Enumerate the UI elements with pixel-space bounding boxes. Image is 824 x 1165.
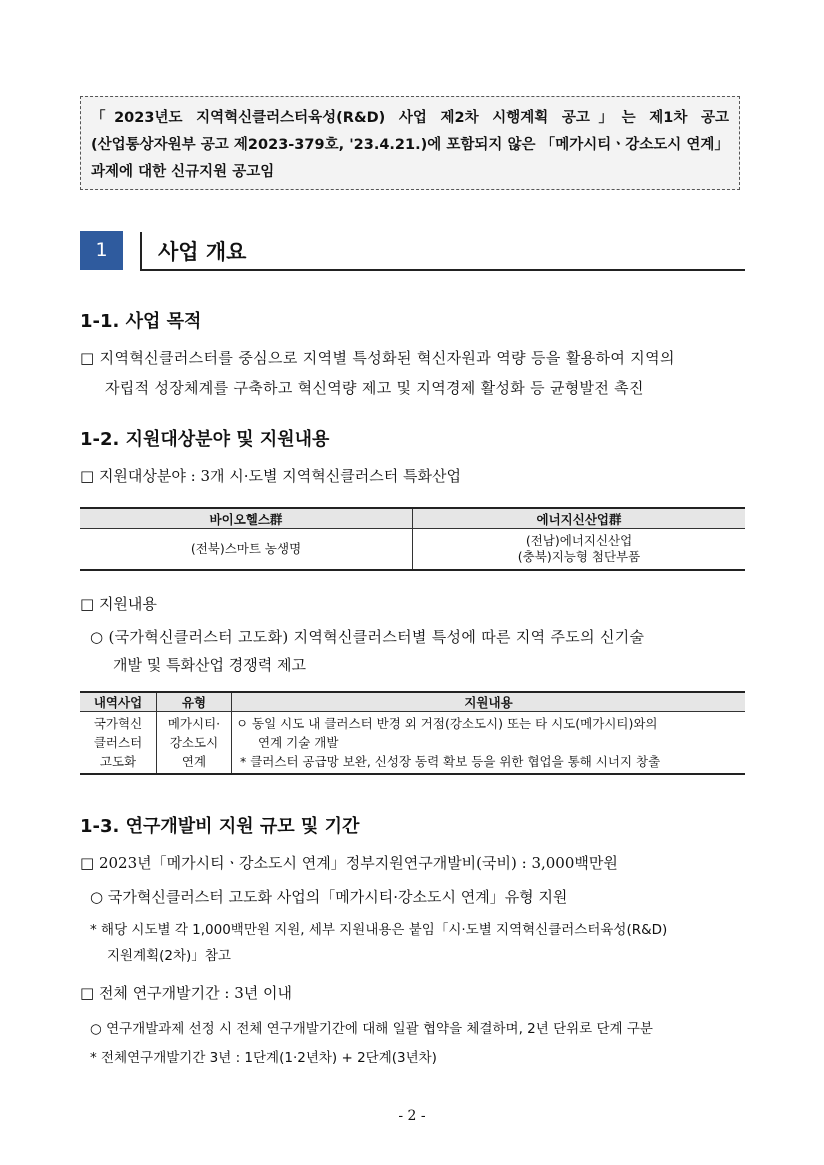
notice-line-1: 「2023년도 지역혁신클러스터육성(R&D) 사업 제2차 시행계획 공고」는 제1차 공고	[91, 110, 729, 126]
period-note: * 전체연구개발기간 3년 : 1단계(1·2년차) + 2단계(3년차)	[90, 1050, 437, 1066]
page-number: - 2 -	[398, 1108, 426, 1124]
table1-header-energy: 에너지신산업群	[413, 508, 746, 529]
support-content-heading: □ 지원내용	[80, 595, 157, 613]
budget-paragraph: □ 2023년「메가시티ㆍ강소도시 연계」정부지원연구개발비(국비) : 3,000백만원	[80, 854, 618, 872]
table2-content-line3: * 클러스터 공급망 보완, 신성장 동력 확보 등을 위한 협업을 통해 시너지 창출	[240, 754, 661, 769]
table2-cell-content	[232, 712, 746, 775]
support-content-paragraph: ○ (국가혁신클러스터 고도화) 지역혁신클러스터별 특성에 따른 지역 주도의 신기술	[90, 628, 645, 646]
table2-header-program: 내역사업	[80, 692, 157, 712]
notice-line-3: 과제에 대한 신규지원 공고임	[91, 164, 275, 180]
target-field-table	[80, 507, 745, 571]
table2-type-line1: 메가시티·	[167, 716, 221, 731]
budget-note: * 해당 시도별 각 1,000백만원 지원, 세부 지원내용은 붙임「시·도별 지역혁신클러스터육성(R&D)	[90, 922, 668, 938]
table2-program-line1: 국가혁신	[93, 716, 143, 731]
table1-cell-energy-line1: (전남)에너지신산업	[525, 533, 633, 548]
purpose-paragraph: □ 지역혁신클러스터를 중심으로 지역별 특성화된 혁신자원과 역량 등을 활용하여 지역의	[80, 349, 675, 367]
support-content-table	[80, 691, 745, 775]
heading-1-1: 1-1. 사업 목적	[80, 311, 202, 332]
section-divider	[140, 232, 142, 270]
period-paragraph: □ 전체 연구개발기간 : 3년 이내	[80, 984, 293, 1002]
heading-1-3: 1-3. 연구개발비 지원 규모 및 기간	[80, 816, 360, 837]
table2-type-line2: 강소도시	[169, 735, 219, 750]
heading-1-2: 1-2. 지원대상분야 및 지원내용	[80, 429, 330, 450]
section-number: 1	[80, 231, 123, 270]
support-content-paragraph-cont: 개발 및 특화산업 경쟁력 제고	[113, 656, 306, 674]
table2-program-line3: 고도화	[99, 754, 137, 769]
table1-cell-bio: (전북)스마트 농생명	[190, 541, 302, 556]
table2-header-content: 지원내용	[232, 692, 746, 712]
notice-line-2: (산업통상자원부 공고 제2023-379호, '23.4.21.)에 포함되지 않은 「메가시티ㆍ강소도시 연계」	[91, 137, 729, 153]
table2-program-line2: 클러스터	[93, 735, 143, 750]
table2-header-type: 유형	[157, 692, 232, 712]
notice-box	[80, 96, 740, 190]
table1-header-bio: 바이오헬스群	[80, 508, 413, 529]
table1-cell-energy-line2: (충북)지능형 첨단부품	[517, 549, 641, 564]
table2-content-line1: ㅇ 동일 시도 내 클러스터 반경 외 거점(강소도시) 또는 타 시도(메가시티)와의	[236, 716, 658, 731]
table2-content-line2: 연계 기술 개발	[258, 735, 339, 750]
budget-note-cont: 지원계획(2차)」참고	[107, 948, 231, 964]
table2-cell-program	[80, 712, 157, 775]
section-underline	[140, 269, 745, 271]
budget-sub-paragraph: ○ 국가혁신클러스터 고도화 사업의「메가시티·강소도시 연계」유형 지원	[90, 888, 568, 906]
target-field-paragraph: □ 지원대상분야 : 3개 시·도별 지역혁신클러스터 특화산업	[80, 467, 461, 485]
table2-cell-type	[157, 712, 232, 775]
section-title: 사업 개요	[158, 240, 247, 264]
table2-type-line3: 연계	[181, 754, 207, 769]
purpose-paragraph-cont: 자립적 성장체계를 구축하고 혁신역량 제고 및 지역경제 활성화 등 균형발전 촉진	[105, 379, 644, 397]
period-sub-paragraph: ○ 연구개발과제 선정 시 전체 연구개발기간에 대해 일괄 협약을 체결하며, 2년 단위로 단계 구분	[90, 1021, 653, 1037]
table1-cell-energy	[413, 529, 746, 571]
